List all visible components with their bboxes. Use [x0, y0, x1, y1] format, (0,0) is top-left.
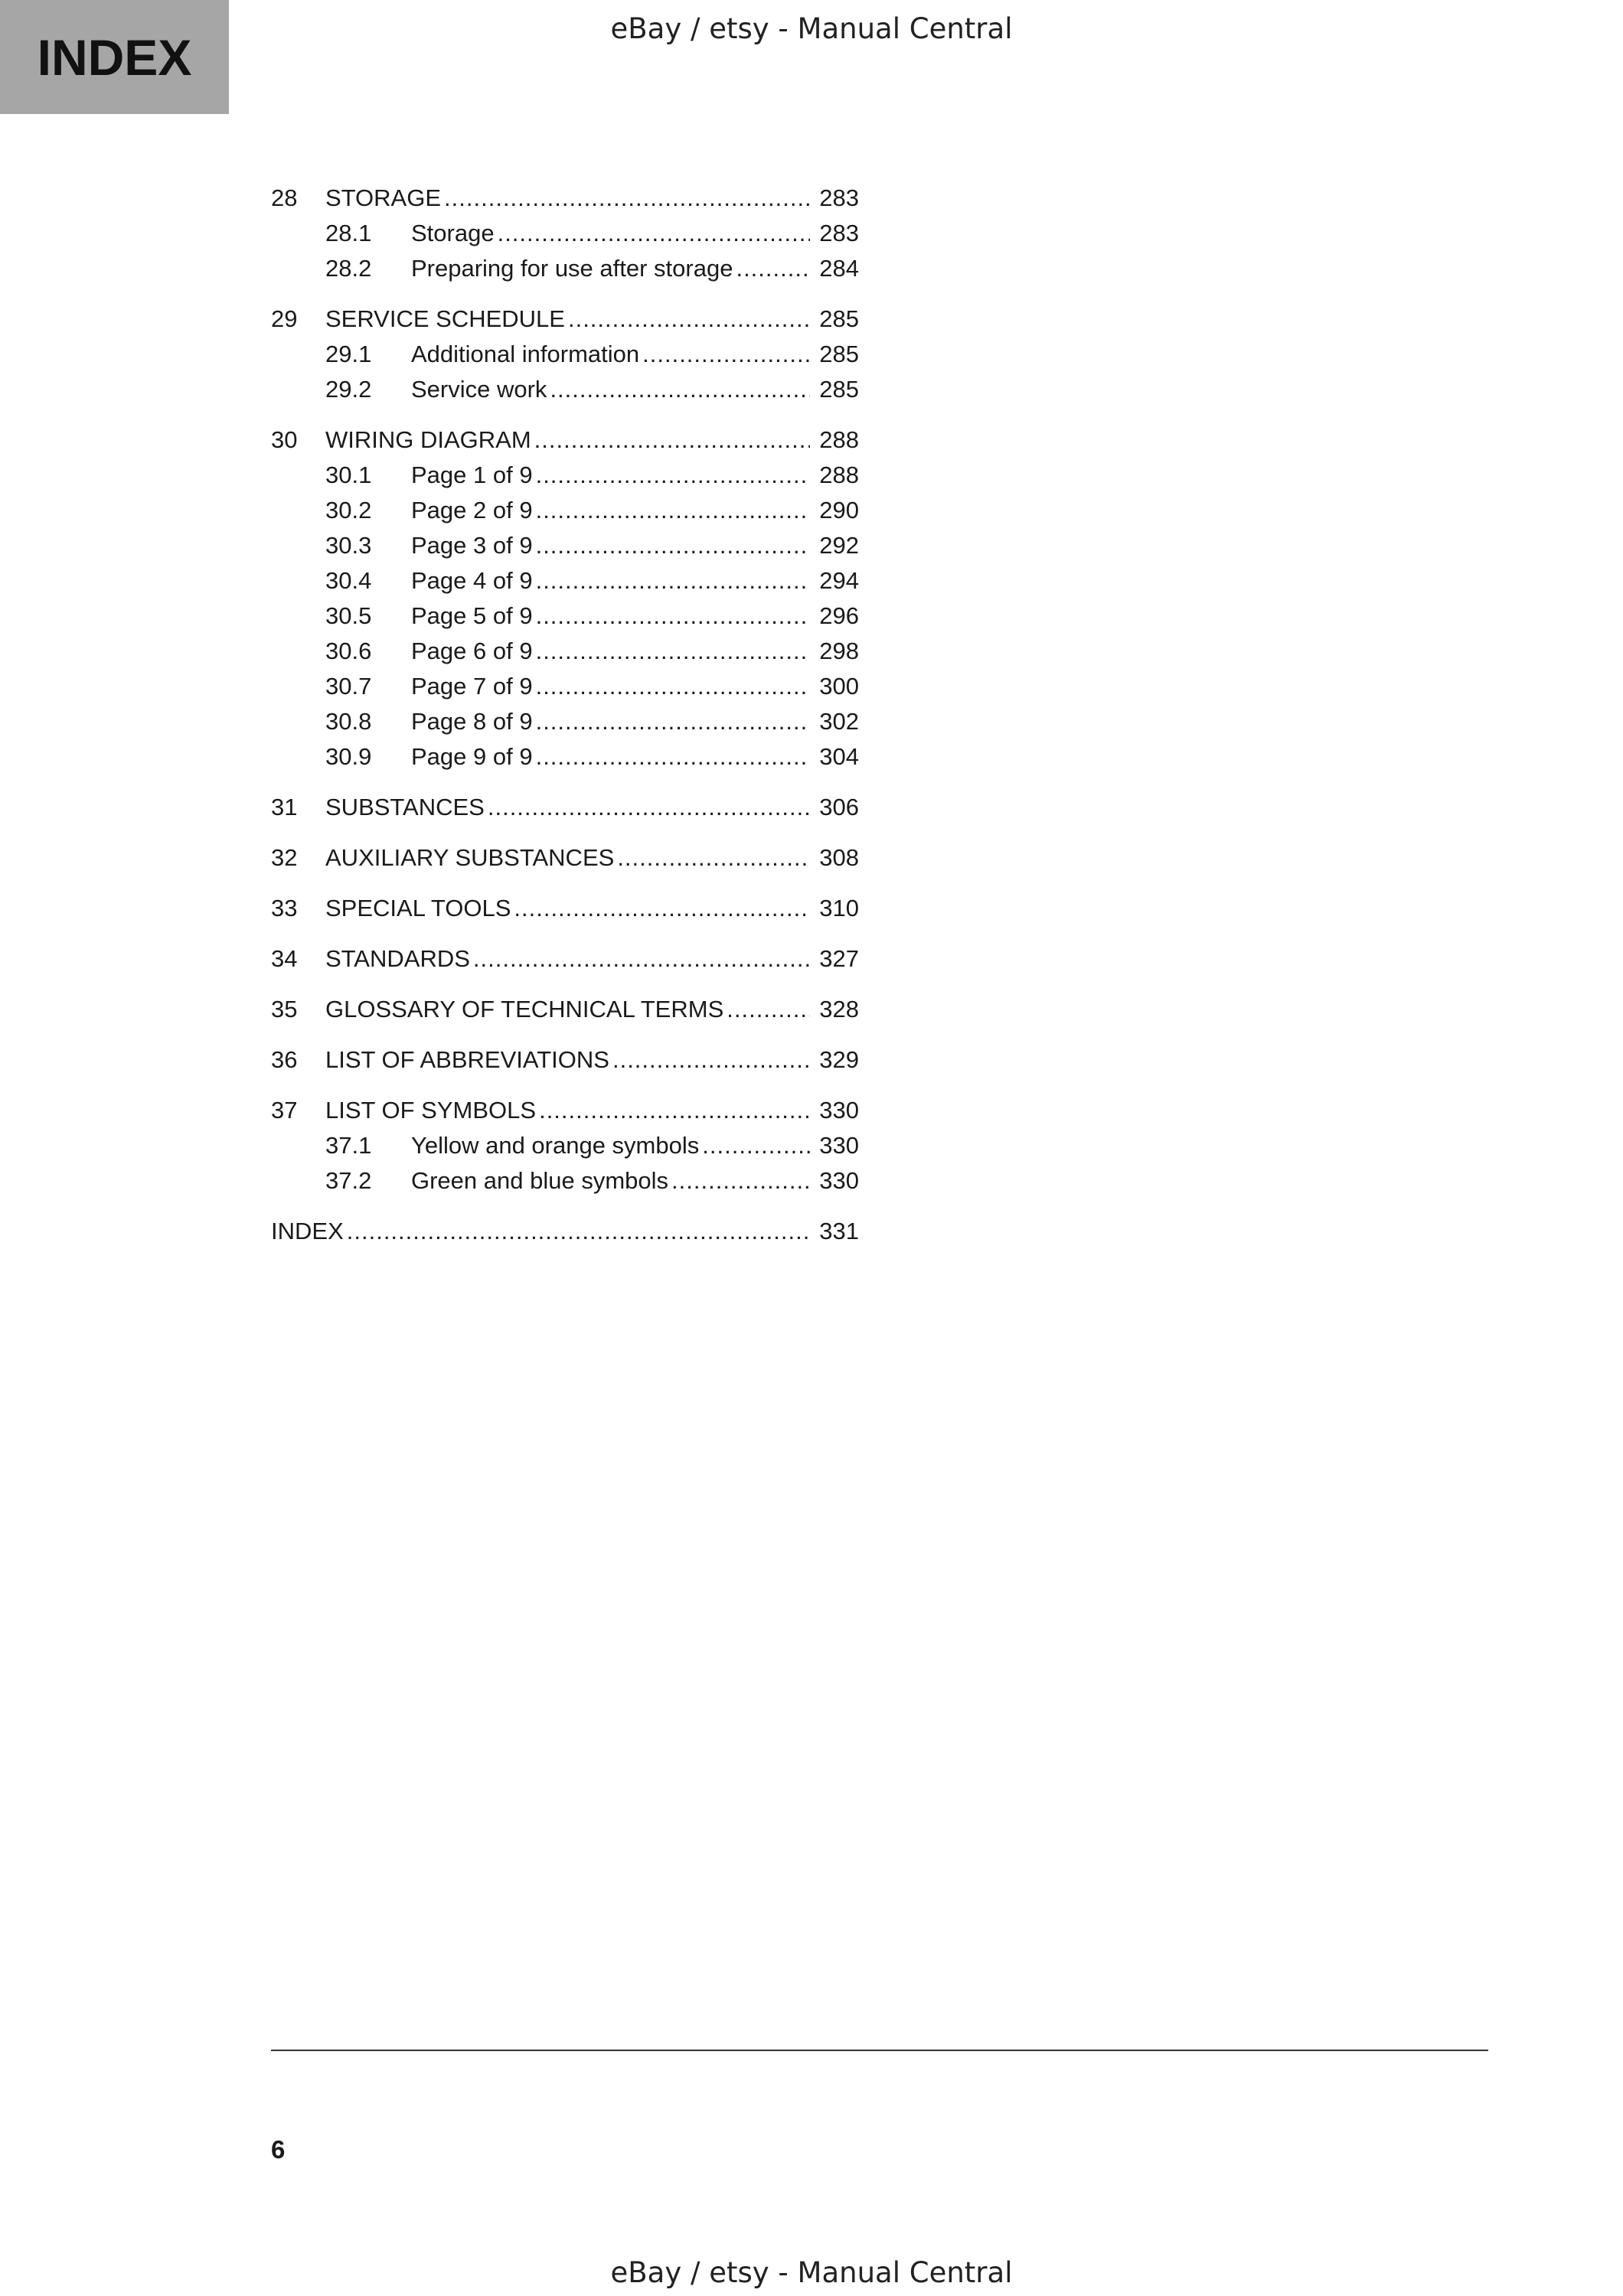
dot-leader — [702, 1128, 810, 1163]
section-title: Page 9 of 9 — [411, 743, 533, 770]
dot-leader — [536, 669, 811, 704]
toc-section[interactable] — [271, 598, 859, 634]
chapter-title: WIRING DIAGRAM — [325, 426, 531, 453]
footer-watermark: eBay / etsy - Manual Central — [610, 2256, 1013, 2289]
chapter-number: 33 — [271, 895, 298, 921]
chapter-title: STANDARDS — [325, 945, 470, 972]
toc-section[interactable] — [271, 1128, 859, 1163]
page-ref: 296 — [819, 602, 859, 629]
toc-section[interactable] — [271, 372, 859, 407]
toc-section[interactable] — [271, 251, 859, 286]
section-number: 30.4 — [325, 567, 372, 594]
page-ref: 327 — [819, 945, 859, 972]
page-ref: 285 — [819, 305, 859, 332]
chapter-title: SUBSTANCES — [325, 794, 485, 820]
chapter-title: LIST OF ABBREVIATIONS — [325, 1046, 609, 1073]
page-ref: 330 — [819, 1132, 859, 1159]
page-ref: 298 — [819, 638, 859, 664]
chapter-number: 35 — [271, 996, 298, 1022]
dot-leader — [539, 1093, 810, 1128]
dot-leader — [536, 598, 811, 634]
section-title: Page 7 of 9 — [411, 673, 533, 700]
section-number: 30.6 — [325, 638, 372, 664]
page-ref: 308 — [819, 844, 859, 871]
section-title: Additional information — [411, 341, 640, 367]
section-title: Storage — [411, 220, 495, 246]
dot-leader — [514, 891, 810, 926]
dot-leader — [612, 1042, 810, 1078]
section-title: Page 4 of 9 — [411, 567, 533, 594]
index-tab: INDEX — [0, 0, 229, 114]
toc-section[interactable] — [271, 458, 859, 493]
chapter-number: 31 — [271, 794, 298, 820]
toc-chapter[interactable] — [271, 422, 859, 458]
dot-leader — [347, 1214, 811, 1249]
dot-leader — [536, 563, 811, 598]
section-title: Page 8 of 9 — [411, 708, 533, 735]
dot-leader — [536, 739, 811, 775]
section-title: Page 6 of 9 — [411, 638, 533, 664]
section-number: 28.2 — [325, 255, 372, 282]
chapter-number: 36 — [271, 1046, 298, 1073]
toc-chapter[interactable] — [271, 1042, 859, 1078]
dot-leader — [536, 634, 811, 669]
dot-leader — [534, 422, 811, 458]
section-title: Service work — [411, 376, 547, 403]
dot-leader — [444, 181, 810, 216]
dot-leader — [536, 493, 811, 528]
section-title: Page 1 of 9 — [411, 461, 533, 488]
page-ref: 283 — [819, 184, 859, 211]
section-number: 30.7 — [325, 673, 372, 700]
toc-section[interactable] — [271, 669, 859, 704]
chapter-title: SPECIAL TOOLS — [325, 895, 511, 921]
dot-leader — [536, 458, 811, 493]
section-number: 30.3 — [325, 532, 372, 559]
page-ref: 285 — [819, 376, 859, 403]
page-ref: 330 — [819, 1097, 859, 1124]
section-number: 37.1 — [325, 1132, 372, 1159]
page-ref: 330 — [819, 1167, 859, 1194]
section-title: Page 2 of 9 — [411, 497, 533, 523]
chapter-title: AUXILIARY SUBSTANCES — [325, 844, 615, 871]
header-watermark: eBay / etsy - Manual Central — [610, 12, 1013, 45]
section-number: 30.8 — [325, 708, 372, 735]
dot-leader — [642, 337, 810, 372]
section-title: Page 5 of 9 — [411, 602, 533, 629]
page-ref: 331 — [819, 1218, 859, 1244]
dot-leader — [550, 372, 810, 407]
page-ref: 290 — [819, 497, 859, 523]
dot-leader — [498, 216, 811, 251]
toc-chapter[interactable] — [271, 1093, 859, 1128]
section-title: Green and blue symbols — [411, 1167, 669, 1194]
dot-leader — [727, 992, 810, 1027]
chapter-number: 32 — [271, 844, 298, 871]
toc-section[interactable] — [271, 337, 859, 372]
section-number: 37.2 — [325, 1167, 372, 1194]
table-of-contents — [271, 181, 859, 1249]
chapter-title: SERVICE SCHEDULE — [325, 305, 565, 332]
toc-index-entry[interactable] — [271, 1214, 859, 1249]
toc-section[interactable] — [271, 634, 859, 669]
toc-chapter[interactable] — [271, 302, 859, 337]
section-title: Page 3 of 9 — [411, 532, 533, 559]
page-ref: 288 — [819, 461, 859, 488]
dot-leader — [617, 840, 810, 876]
section-number: 30.5 — [325, 602, 372, 629]
page-ref: 329 — [819, 1046, 859, 1073]
page-ref: 288 — [819, 426, 859, 453]
page-ref: 283 — [819, 220, 859, 246]
dot-leader — [671, 1163, 810, 1199]
page-ref: 306 — [819, 794, 859, 820]
toc-section[interactable] — [271, 1163, 859, 1199]
section-number: 28.1 — [325, 220, 372, 246]
section-number: 29.1 — [325, 341, 372, 367]
dot-leader — [473, 941, 810, 977]
footer-rule — [271, 2050, 1488, 2051]
toc-section[interactable] — [271, 563, 859, 598]
toc-chapter[interactable] — [271, 181, 859, 216]
dot-leader — [568, 302, 810, 337]
page-ref: 302 — [819, 708, 859, 735]
chapter-number: 34 — [271, 945, 298, 972]
chapter-title: LIST OF SYMBOLS — [325, 1097, 537, 1124]
toc-chapter[interactable] — [271, 992, 859, 1027]
page-ref: 294 — [819, 567, 859, 594]
section-number: 29.2 — [325, 376, 372, 403]
toc-chapter[interactable] — [271, 941, 859, 977]
dot-leader — [736, 251, 810, 286]
page-ref: 328 — [819, 996, 859, 1022]
index-entry-title: INDEX — [271, 1218, 344, 1244]
page-ref: 292 — [819, 532, 859, 559]
toc-chapter[interactable] — [271, 840, 859, 876]
toc-section[interactable] — [271, 216, 859, 251]
page-number: 6 — [271, 2135, 286, 2164]
page-ref: 300 — [819, 673, 859, 700]
toc-chapter[interactable] — [271, 891, 859, 926]
page-ref: 310 — [819, 895, 859, 921]
dot-leader — [536, 528, 811, 563]
chapter-title: STORAGE — [325, 184, 442, 211]
section-number: 30.9 — [325, 743, 372, 770]
chapter-number: 29 — [271, 305, 298, 332]
toc-section[interactable] — [271, 493, 859, 528]
page-ref: 284 — [819, 255, 859, 282]
toc-section[interactable] — [271, 704, 859, 739]
section-number: 30.1 — [325, 461, 372, 488]
page-ref: 304 — [819, 743, 859, 770]
dot-leader — [536, 704, 811, 739]
page-ref: 285 — [819, 341, 859, 367]
section-number: 30.2 — [325, 497, 372, 523]
chapter-number: 28 — [271, 184, 298, 211]
toc-section[interactable] — [271, 528, 859, 563]
dot-leader — [488, 790, 810, 825]
toc-chapter[interactable] — [271, 790, 859, 825]
section-title: Preparing for use after storage — [411, 255, 733, 282]
toc-section[interactable] — [271, 739, 859, 775]
chapter-number: 30 — [271, 426, 298, 453]
section-title: Yellow and orange symbols — [411, 1132, 700, 1159]
chapter-number: 37 — [271, 1097, 298, 1124]
chapter-title: GLOSSARY OF TECHNICAL TERMS — [325, 996, 724, 1022]
